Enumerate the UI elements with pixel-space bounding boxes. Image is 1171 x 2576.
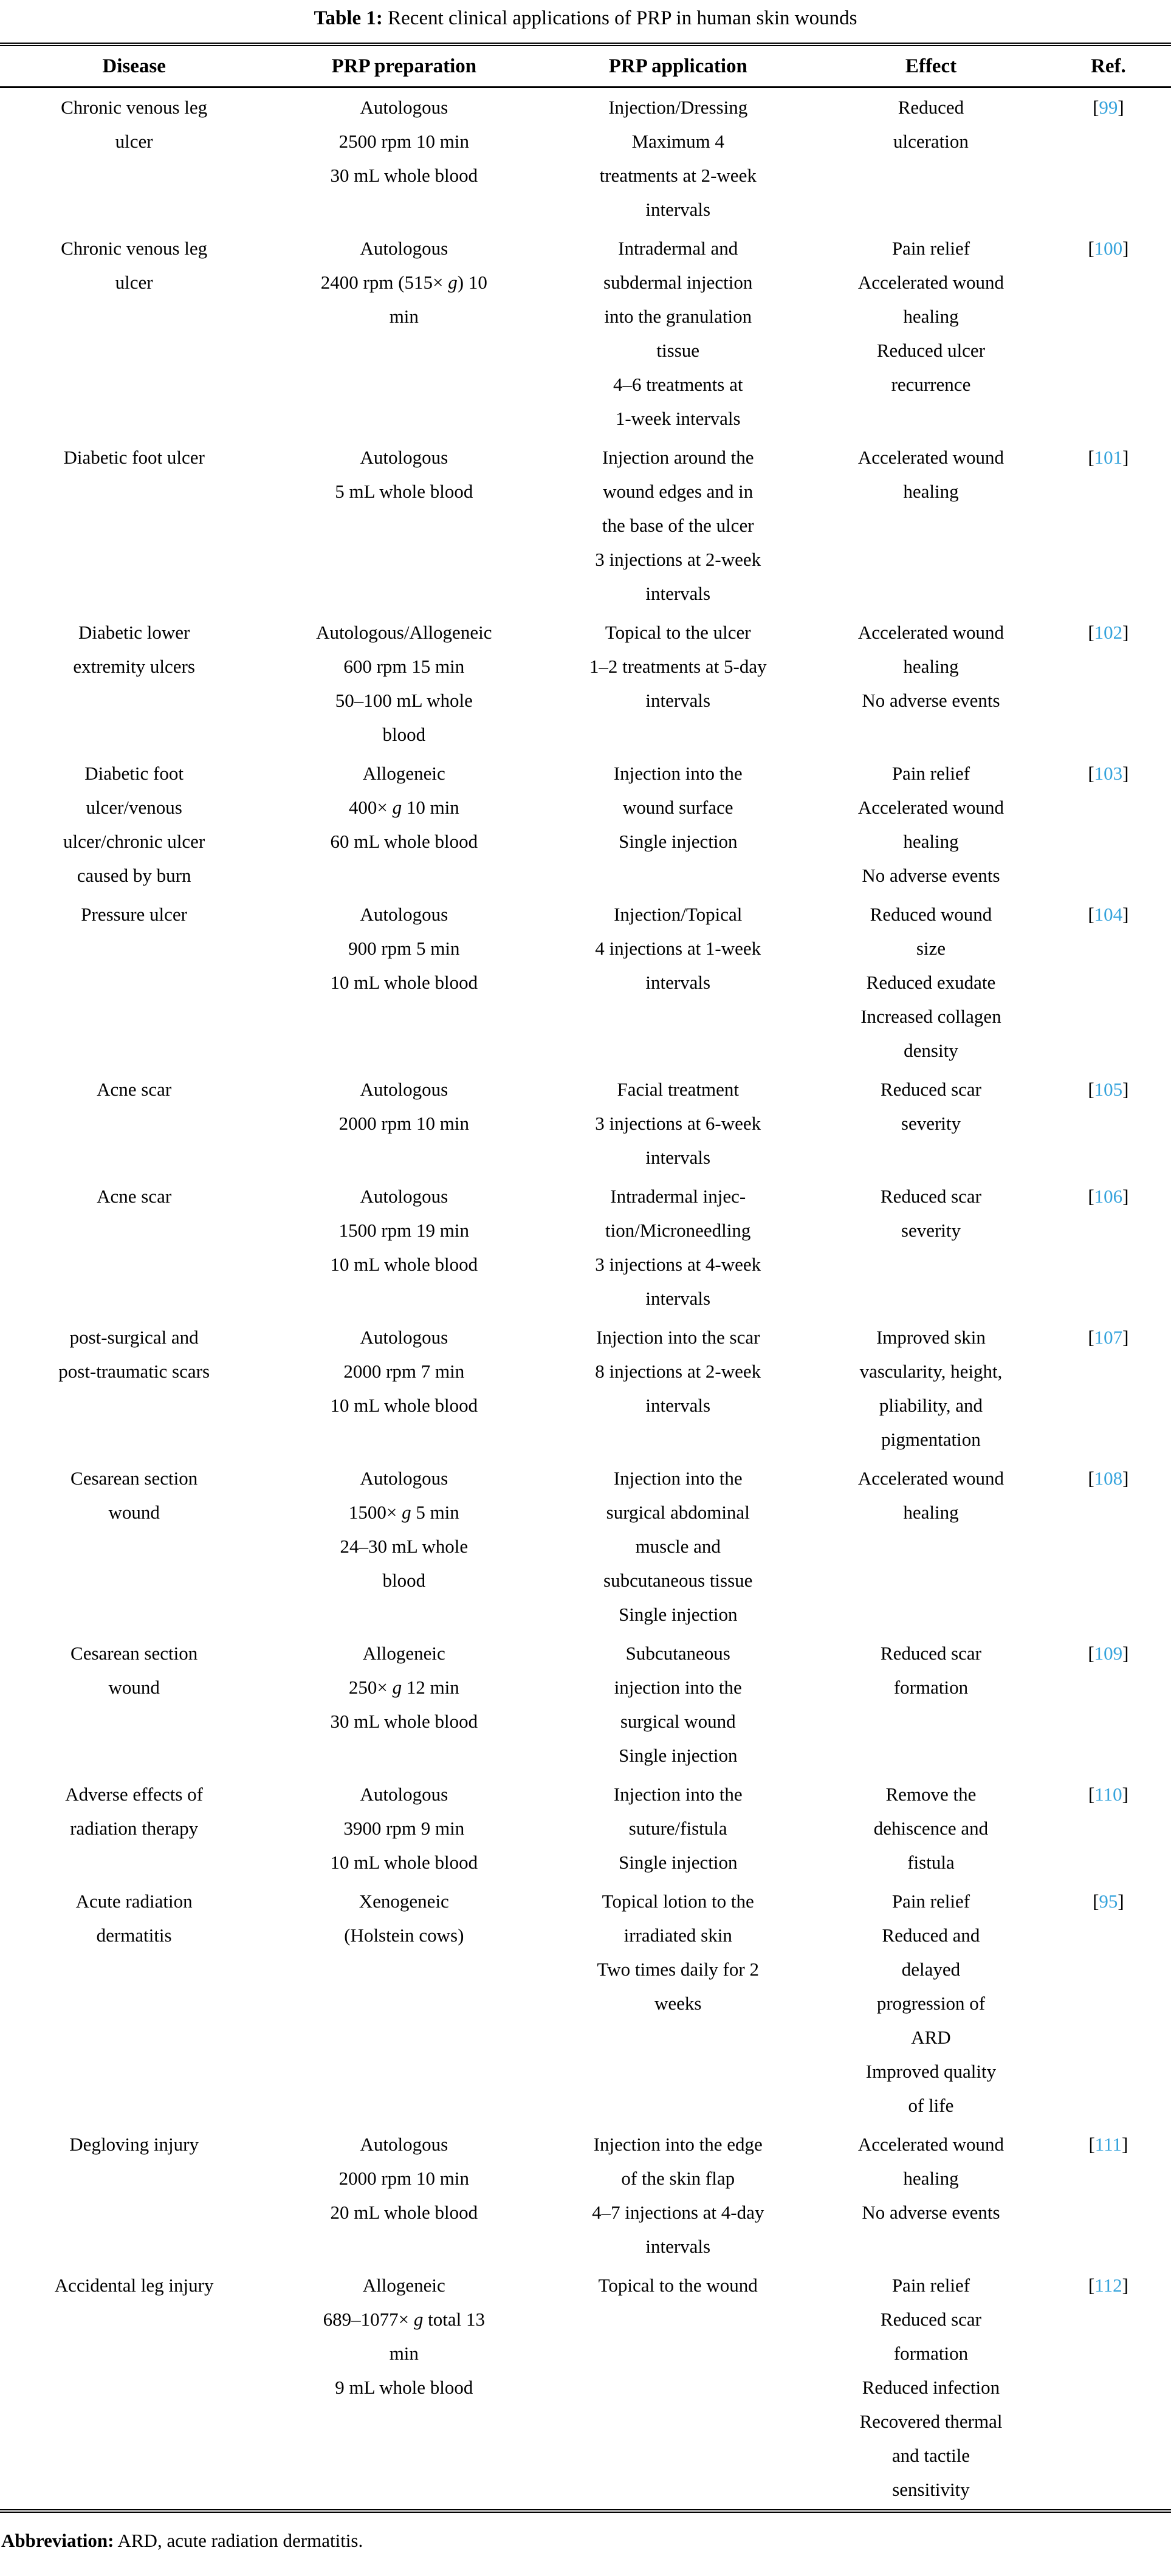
- cell-ref: [1046, 438, 1171, 613]
- ref-bracket-close: ]: [1118, 97, 1124, 118]
- cell-effect: Pain relief Accelerated wound healing No adverse events: [857, 763, 1004, 886]
- cell-prp-application: Intradermal and subdermal injection into the granulation tissue 4–6 treatments at 1-week intervals: [603, 238, 753, 429]
- cell-prp-preparation: Autologous 900 rpm 5 min 10 mL whole blood: [330, 904, 478, 993]
- cell-ref: [1046, 229, 1171, 438]
- cell-prp-preparation: Autologous 2500 rpm 10 min 30 mL whole blood: [330, 97, 478, 186]
- cell-prp-application: Topical lotion to the irradiated skin Two times daily for 2 weeks: [597, 1891, 759, 2014]
- reference-link[interactable]: 110: [1094, 1784, 1122, 1805]
- table-row: [0, 1882, 1171, 2125]
- cell-prp-preparation: Autologous 3900 rpm 9 min 10 mL whole blood: [330, 1784, 478, 1873]
- cell-effect: Remove the dehiscence and fistula: [873, 1784, 989, 1873]
- cell-prp-preparation: Autologous 2000 rpm 10 min 20 mL whole blood: [330, 2134, 478, 2223]
- table-caption-text: Recent clinical applications of PRP in human skin wounds: [382, 7, 857, 29]
- cell-prp-preparation: Autologous 5 mL whole blood: [335, 447, 473, 502]
- cell-prp-application: Injection into the suture/fistula Single injection: [613, 1784, 743, 1873]
- cell-disease: Acute radiation dermatitis: [75, 1891, 193, 1946]
- ref-bracket-open: [: [1088, 622, 1094, 643]
- ref-bracket-close: ]: [1122, 447, 1129, 468]
- cell-prp-application: Topical to the ulcer 1–2 treatments at 5-day intervals: [589, 622, 767, 711]
- reference-link[interactable]: 111: [1094, 2134, 1122, 2155]
- cell-disease: Cesarean section wound: [70, 1468, 198, 1523]
- cell-effect: Accelerated wound healing No adverse events: [857, 2134, 1004, 2223]
- ref-bracket-close: ]: [1122, 1643, 1129, 1664]
- cell-ref: [1046, 88, 1171, 230]
- cell-prp-application: Topical to the wound: [598, 2275, 758, 2296]
- cell-disease: Accidental leg injury: [54, 2275, 214, 2296]
- table-row: [0, 229, 1171, 438]
- table-row: [0, 2266, 1171, 2511]
- cell-ref: [1046, 1775, 1171, 1882]
- col-header-disease: Disease: [0, 44, 268, 88]
- cell-effect: Pain relief Reduced and delayed progression of ARD Improved quality of life: [865, 1891, 997, 2116]
- cell-prp-preparation: Autologous/Allogeneic 600 rpm 15 min 50–100 mL whole blood: [316, 622, 492, 745]
- cell-effect: Reduced ulceration: [893, 97, 969, 152]
- table-row: [0, 438, 1171, 613]
- cell-prp-preparation: Autologous 2000 rpm 10 min: [338, 1079, 470, 1134]
- table-row: [0, 1177, 1171, 1318]
- footnote-label: Abbreviation:: [1, 2530, 114, 2551]
- ref-bracket-close: ]: [1122, 1468, 1129, 1489]
- cell-disease: Acne scar: [97, 1186, 172, 1207]
- cell-disease: Chronic venous leg ulcer: [61, 238, 208, 293]
- ref-bracket-close: ]: [1122, 1186, 1129, 1207]
- reference-link[interactable]: 100: [1094, 238, 1123, 259]
- table-row: [0, 88, 1171, 230]
- ref-bracket-close: ]: [1122, 2275, 1128, 2296]
- cell-prp-application: Injection into the edge of the skin flap 4–7 injections at 4-day intervals: [592, 2134, 764, 2257]
- cell-effect: Reduced wound size Reduced exudate Increased collagen density: [860, 904, 1001, 1061]
- cell-disease: Acne scar: [97, 1079, 172, 1100]
- ref-bracket-open: [: [1093, 97, 1099, 118]
- cell-prp-preparation: Allogeneic 689–1077× g total 13 min 9 mL whole blood: [323, 2275, 485, 2398]
- ref-bracket-close: ]: [1122, 904, 1129, 925]
- ref-bracket-open: [: [1088, 2134, 1095, 2155]
- cell-prp-application: Injection into the wound surface Single injection: [613, 763, 743, 852]
- cell-ref: [1046, 613, 1171, 754]
- cell-prp-preparation: Xenogeneic (Holstein cows): [344, 1891, 464, 1946]
- cell-prp-application: Injection around the wound edges and in the base of the ulcer 3 injections at 2-week intervals: [595, 447, 761, 604]
- cell-prp-application: Injection into the scar 8 injections at 2-week intervals: [595, 1327, 761, 1416]
- cell-disease: Diabetic foot ulcer/venous ulcer/chronic ulcer caused by burn: [63, 763, 205, 886]
- cell-ref: [1046, 1882, 1171, 2125]
- ref-bracket-open: [: [1088, 1643, 1094, 1664]
- header-row: [0, 44, 1171, 88]
- cell-disease: Diabetic lower extremity ulcers: [73, 622, 195, 677]
- col-header-effect: Effect: [816, 44, 1046, 88]
- cell-effect: Accelerated wound healing: [857, 447, 1004, 502]
- cell-ref: [1046, 1459, 1171, 1634]
- table-row: [0, 1775, 1171, 1882]
- ref-bracket-open: [: [1088, 904, 1094, 925]
- cell-effect: Reduced scar formation: [880, 1643, 982, 1698]
- cell-prp-application: Facial treatment 3 injections at 6-week intervals: [595, 1079, 761, 1168]
- table-row: [0, 1070, 1171, 1177]
- ref-bracket-open: [: [1093, 1891, 1099, 1912]
- cell-ref: [1046, 1634, 1171, 1775]
- table-row: [0, 2125, 1171, 2266]
- reference-link[interactable]: 104: [1094, 904, 1123, 925]
- cell-disease: Chronic venous leg ulcer: [61, 97, 208, 152]
- table-row: [0, 895, 1171, 1070]
- ref-bracket-open: [: [1088, 238, 1094, 259]
- cell-disease: Adverse effects of radiation therapy: [65, 1784, 203, 1839]
- cell-ref: [1046, 1318, 1171, 1459]
- ref-bracket-open: [: [1088, 1468, 1094, 1489]
- ref-bracket-open: [: [1088, 1079, 1094, 1100]
- table-caption: [0, 6, 1171, 30]
- table-footnote: [1, 2529, 1171, 2553]
- reference-link[interactable]: 103: [1094, 763, 1123, 784]
- cell-prp-preparation: Autologous 1500× g 5 min 24–30 mL whole blood: [340, 1468, 469, 1591]
- reference-link[interactable]: 99: [1099, 97, 1118, 118]
- cell-prp-application: Injection/Dressing Maximum 4 treatments at 2-week intervals: [599, 97, 757, 220]
- ref-bracket-open: [: [1088, 2275, 1095, 2296]
- reference-link[interactable]: 108: [1094, 1468, 1123, 1489]
- cell-prp-preparation: Allogeneic 250× g 12 min 30 mL whole blood: [330, 1643, 478, 1732]
- cell-effect: Pain relief Reduced scar formation Reduced infection Recovered thermal and tactile sensitivity: [859, 2275, 1003, 2500]
- col-header-prp-preparation: PRP preparation: [268, 44, 540, 88]
- cell-disease: Pressure ulcer: [81, 904, 188, 925]
- cell-effect: Reduced scar severity: [880, 1079, 982, 1134]
- cell-prp-preparation: Autologous 2000 rpm 7 min 10 mL whole blood: [330, 1327, 478, 1416]
- reference-link[interactable]: 95: [1099, 1891, 1118, 1912]
- ref-bracket-close: ]: [1122, 1079, 1129, 1100]
- ref-bracket-close: ]: [1122, 622, 1129, 643]
- table-row: [0, 1318, 1171, 1459]
- cell-effect: Accelerated wound healing No adverse events: [857, 622, 1004, 711]
- cell-effect: Accelerated wound healing: [857, 1468, 1004, 1523]
- cell-prp-preparation: Allogeneic 400× g 10 min 60 mL whole blood: [330, 763, 478, 852]
- cell-ref: [1046, 1177, 1171, 1318]
- reference-link[interactable]: 105: [1094, 1079, 1123, 1100]
- cell-prp-application: Intradermal injec- tion/Microneedling 3 injections at 4-week intervals: [595, 1186, 761, 1309]
- ref-bracket-close: ]: [1122, 1327, 1129, 1348]
- cell-prp-application: Subcutaneous injection into the surgical wound Single injection: [614, 1643, 742, 1766]
- cell-effect: Pain relief Accelerated wound healing Reduced ulcer recurrence: [857, 238, 1004, 395]
- col-header-prp-application: PRP application: [540, 44, 816, 88]
- ref-bracket-open: [: [1088, 1186, 1094, 1207]
- ref-bracket-close: ]: [1122, 2134, 1128, 2155]
- reference-link[interactable]: 101: [1094, 447, 1123, 468]
- cell-ref: [1046, 1070, 1171, 1177]
- ref-bracket-open: [: [1088, 763, 1094, 784]
- ref-bracket-open: [: [1088, 1784, 1095, 1805]
- cell-effect: Improved skin vascularity, height, pliability, and pigmentation: [859, 1327, 1003, 1450]
- table-row: [0, 1634, 1171, 1775]
- cell-disease: post-surgical and post-traumatic scars: [58, 1327, 210, 1382]
- ref-bracket-close: ]: [1122, 1784, 1128, 1805]
- cell-ref: [1046, 895, 1171, 1070]
- cell-prp-preparation: Autologous 1500 rpm 19 min 10 mL whole blood: [330, 1186, 478, 1275]
- reference-link[interactable]: 112: [1094, 2275, 1122, 2296]
- cell-ref: [1046, 2125, 1171, 2266]
- ref-bracket-close: ]: [1122, 238, 1129, 259]
- cell-ref: [1046, 2266, 1171, 2511]
- cell-effect: Reduced scar severity: [880, 1186, 982, 1241]
- table-row: [0, 754, 1171, 895]
- clinical-applications-table: [0, 43, 1171, 2513]
- cell-prp-preparation: Autologous 2400 rpm (515× g) 10 min: [320, 238, 487, 327]
- ref-bracket-close: ]: [1118, 1891, 1124, 1912]
- reference-link[interactable]: 102: [1094, 622, 1123, 643]
- cell-disease: Diabetic foot ulcer: [63, 447, 205, 468]
- reference-link[interactable]: 107: [1094, 1327, 1123, 1348]
- ref-bracket-open: [: [1088, 1327, 1094, 1348]
- cell-prp-application: Injection into the surgical abdominal muscle and subcutaneous tissue Single injection: [603, 1468, 753, 1625]
- cell-ref: [1046, 754, 1171, 895]
- table-row: [0, 613, 1171, 754]
- table-caption-label: Table 1:: [314, 7, 383, 29]
- cell-disease: Cesarean section wound: [70, 1643, 198, 1698]
- ref-bracket-open: [: [1088, 447, 1094, 468]
- cell-prp-application: Injection/Topical 4 injections at 1-week intervals: [595, 904, 761, 993]
- reference-link[interactable]: 106: [1094, 1186, 1123, 1207]
- cell-disease: Degloving injury: [69, 2134, 199, 2155]
- ref-bracket-close: ]: [1122, 763, 1129, 784]
- footnote-text: ARD, acute radiation dermatitis.: [114, 2530, 363, 2551]
- reference-link[interactable]: 109: [1094, 1643, 1123, 1664]
- col-header-ref: Ref.: [1046, 44, 1171, 88]
- table-row: [0, 1459, 1171, 1634]
